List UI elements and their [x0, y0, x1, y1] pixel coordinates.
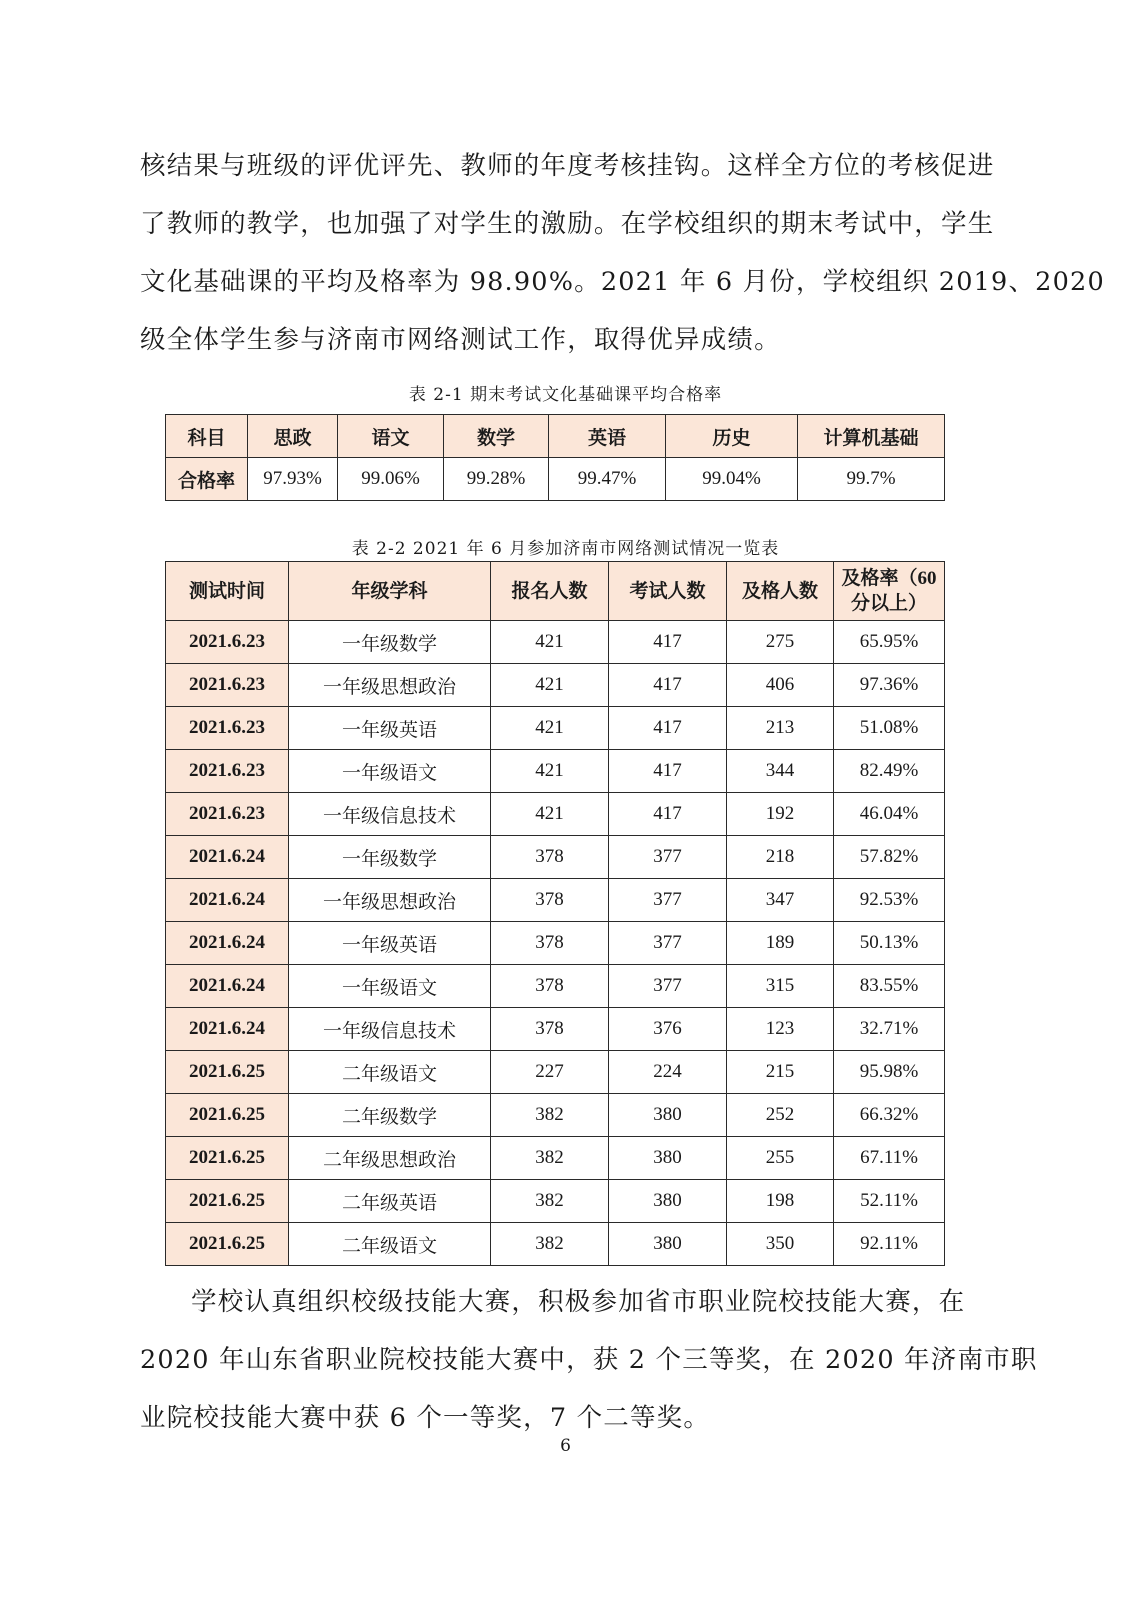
table-row [166, 793, 945, 836]
data-cell: 227 [491, 1051, 609, 1094]
row-label-rate: 合格率 [166, 458, 248, 501]
data-cell: 123 [727, 1008, 834, 1051]
data-cell: 380 [609, 1180, 727, 1223]
data-cell: 417 [609, 750, 727, 793]
data-cell: 一年级语文 [289, 750, 491, 793]
data-cell: 378 [491, 836, 609, 879]
test-date-cell: 2021.6.25 [166, 1051, 289, 1094]
data-cell: 344 [727, 750, 834, 793]
data-cell: 一年级英语 [289, 707, 491, 750]
table-row [166, 1223, 945, 1266]
data-cell: 382 [491, 1137, 609, 1180]
rate-cell: 99.06% [338, 458, 444, 501]
data-cell: 275 [727, 621, 834, 664]
test-date-cell: 2021.6.25 [166, 1180, 289, 1223]
table2-caption: 表 2-2 2021 年 6 月参加济南市网络测试情况一览表 [351, 539, 780, 559]
test-date-cell: 2021.6.23 [166, 793, 289, 836]
data-cell: 92.53% [834, 879, 945, 922]
data-cell: 224 [609, 1051, 727, 1094]
data-cell: 376 [609, 1008, 727, 1051]
test-date-cell: 2021.6.23 [166, 750, 289, 793]
data-cell: 57.82% [834, 836, 945, 879]
data-cell: 83.55% [834, 965, 945, 1008]
table-row [166, 664, 945, 707]
data-cell: 32.71% [834, 1008, 945, 1051]
text-line: 学校认真组织校级技能大赛，积极参加省市职业院校技能大赛，在 [191, 1287, 966, 1317]
data-cell: 377 [609, 965, 727, 1008]
data-cell: 380 [609, 1094, 727, 1137]
table-row [166, 707, 945, 750]
rate-cell: 99.47% [549, 458, 666, 501]
test-date-cell: 2021.6.23 [166, 664, 289, 707]
data-cell: 417 [609, 793, 727, 836]
data-cell: 255 [727, 1137, 834, 1180]
table-row [166, 965, 945, 1008]
row-label-subject: 科目 [166, 415, 248, 458]
test-date-cell: 2021.6.23 [166, 707, 289, 750]
data-cell: 192 [727, 793, 834, 836]
data-cell: 213 [727, 707, 834, 750]
test-date-cell: 2021.6.24 [166, 965, 289, 1008]
text-line: 核结果与班级的评优评先、教师的年度考核挂钩。这样全方位的考核促进 [140, 151, 995, 181]
data-cell: 一年级思想政治 [289, 664, 491, 707]
data-cell: 421 [491, 793, 609, 836]
data-cell: 378 [491, 965, 609, 1008]
data-cell: 一年级思想政治 [289, 879, 491, 922]
data-cell: 382 [491, 1180, 609, 1223]
table-row [166, 1137, 945, 1180]
data-cell: 347 [727, 879, 834, 922]
table-row [166, 1180, 945, 1223]
table-row [166, 621, 945, 664]
test-date-cell: 2021.6.25 [166, 1137, 289, 1180]
test-date-cell: 2021.6.25 [166, 1094, 289, 1137]
data-cell: 252 [727, 1094, 834, 1137]
rate-cell: 99.28% [444, 458, 549, 501]
data-cell: 417 [609, 664, 727, 707]
subject-header: 思政 [248, 415, 338, 458]
subject-header: 英语 [549, 415, 666, 458]
data-cell: 50.13% [834, 922, 945, 965]
data-cell: 421 [491, 621, 609, 664]
text-line: 了教师的教学，也加强了对学生的激励。在学校组织的期末考试中，学生 [140, 209, 995, 239]
data-cell: 421 [491, 750, 609, 793]
data-cell: 95.98% [834, 1051, 945, 1094]
paragraph-skills-competition [140, 1273, 1038, 1447]
data-cell: 377 [609, 922, 727, 965]
data-cell: 82.49% [834, 750, 945, 793]
rate-cell: 99.04% [666, 458, 798, 501]
data-cell: 218 [727, 836, 834, 879]
data-cell: 一年级数学 [289, 621, 491, 664]
table-row [166, 836, 945, 879]
data-cell: 51.08% [834, 707, 945, 750]
data-cell: 二年级英语 [289, 1180, 491, 1223]
data-cell: 一年级数学 [289, 836, 491, 879]
data-cell: 350 [727, 1223, 834, 1266]
test-date-cell: 2021.6.23 [166, 621, 289, 664]
column-header: 及格率（60 分以上） [834, 562, 945, 621]
data-cell: 380 [609, 1137, 727, 1180]
subject-header: 历史 [666, 415, 798, 458]
test-date-cell: 2021.6.24 [166, 836, 289, 879]
column-header: 测试时间 [166, 562, 289, 621]
data-cell: 52.11% [834, 1180, 945, 1223]
data-cell: 46.04% [834, 793, 945, 836]
table-row [166, 1094, 945, 1137]
text-line: 文化基础课的平均及格率为 98.90%。2021 年 6 月份，学校组织 2019、2020 [140, 267, 1105, 297]
subject-header: 数学 [444, 415, 549, 458]
data-cell: 67.11% [834, 1137, 945, 1180]
data-cell: 65.95% [834, 621, 945, 664]
data-cell: 二年级数学 [289, 1094, 491, 1137]
data-cell: 377 [609, 879, 727, 922]
data-cell: 382 [491, 1223, 609, 1266]
table1-caption: 表 2-1 期末考试文化基础课平均合格率 [408, 385, 723, 405]
data-cell: 一年级英语 [289, 922, 491, 965]
page-number: 6 [560, 1436, 571, 1456]
subject-header: 语文 [338, 415, 444, 458]
data-cell: 378 [491, 922, 609, 965]
column-header: 年级学科 [289, 562, 491, 621]
data-cell: 二年级语文 [289, 1051, 491, 1094]
table-body [166, 621, 945, 1266]
data-cell: 一年级信息技术 [289, 793, 491, 836]
table-row [166, 750, 945, 793]
data-cell: 421 [491, 707, 609, 750]
data-cell: 315 [727, 965, 834, 1008]
table-final-exam-pass-rates [165, 414, 945, 501]
data-cell: 380 [609, 1223, 727, 1266]
data-cell: 378 [491, 1008, 609, 1051]
data-cell: 377 [609, 836, 727, 879]
table-row [166, 922, 945, 965]
text-line: 2020 年山东省职业院校技能大赛中，获 2 个三等奖，在 2020 年济南市职 [140, 1345, 1038, 1375]
table-row [166, 1051, 945, 1094]
column-header: 报名人数 [491, 562, 609, 621]
data-cell: 189 [727, 922, 834, 965]
data-cell: 二年级思想政治 [289, 1137, 491, 1180]
subject-header: 计算机基础 [798, 415, 945, 458]
data-cell: 一年级信息技术 [289, 1008, 491, 1051]
rate-cell: 97.93% [248, 458, 338, 501]
test-date-cell: 2021.6.24 [166, 1008, 289, 1051]
data-cell: 378 [491, 879, 609, 922]
data-cell: 215 [727, 1051, 834, 1094]
data-cell: 97.36% [834, 664, 945, 707]
table-row [166, 1008, 945, 1051]
data-cell: 382 [491, 1094, 609, 1137]
data-cell: 421 [491, 664, 609, 707]
column-header: 考试人数 [609, 562, 727, 621]
text-line: 业院校技能大赛中获 6 个一等奖，7 个二等奖。 [140, 1403, 711, 1433]
data-cell: 406 [727, 664, 834, 707]
column-header: 及格人数 [727, 562, 834, 621]
text-line: 级全体学生参与济南市网络测试工作，取得优异成绩。 [140, 325, 781, 355]
data-cell: 417 [609, 707, 727, 750]
data-cell: 92.11% [834, 1223, 945, 1266]
data-cell: 二年级语文 [289, 1223, 491, 1266]
test-date-cell: 2021.6.24 [166, 879, 289, 922]
data-cell: 一年级语文 [289, 965, 491, 1008]
paragraph-assessment [140, 137, 1105, 369]
rate-cell: 99.7% [798, 458, 945, 501]
test-date-cell: 2021.6.24 [166, 922, 289, 965]
test-date-cell: 2021.6.25 [166, 1223, 289, 1266]
table-row [166, 879, 945, 922]
data-cell: 66.32% [834, 1094, 945, 1137]
table-network-test-results [165, 561, 945, 1266]
data-cell: 198 [727, 1180, 834, 1223]
data-cell: 417 [609, 621, 727, 664]
